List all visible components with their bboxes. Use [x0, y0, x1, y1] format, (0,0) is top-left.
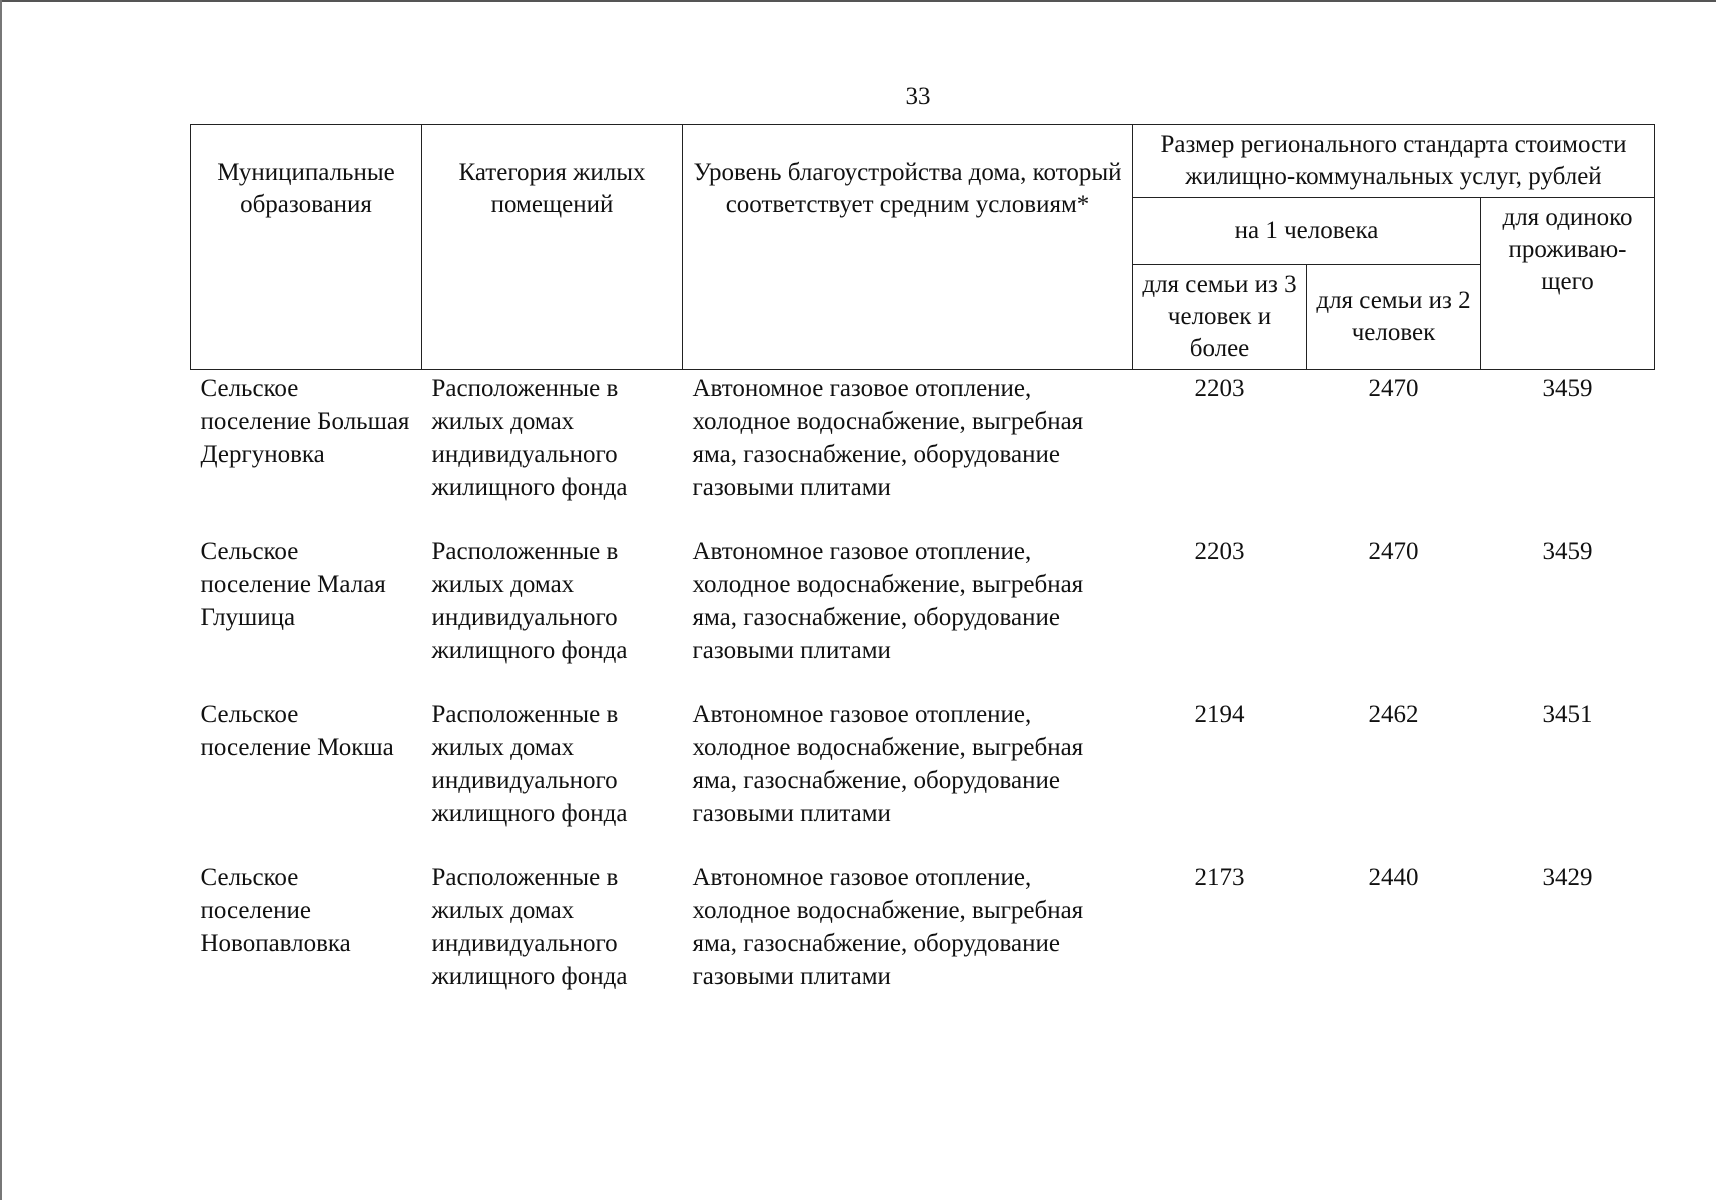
- table-row: [191, 698, 1655, 861]
- cell-category: Расположенные в жилых домах индивидуального жилищного фонда: [431, 538, 628, 664]
- cell-family-3plus: 2173: [1194, 864, 1245, 891]
- cell-amenity: Автономное газовое отопление, холодное водоснабжение, выгребная яма, газоснабжение, оборудование газовыми плитами: [692, 538, 1084, 664]
- header-row-1: [191, 125, 1655, 198]
- cell-family-2: 2440: [1368, 864, 1419, 891]
- header-standard-size: Размер регионального стандарта стоимости жилищно-коммунальных услуг, рублей: [1133, 125, 1655, 198]
- cell-municipality: Сельское поселение Малая Глушица: [200, 538, 386, 631]
- cell-amenity: Автономное газовое отопление, холодное водоснабжение, выгребная яма, газоснабжение, оборудование газовыми плитами: [692, 864, 1084, 990]
- header-category: Категория жилых помещений: [422, 125, 683, 370]
- cell-municipality: Сельское поселение Большая Дергуновка: [200, 375, 410, 468]
- cell-municipality: Сельское поселение Новопавловка: [200, 864, 351, 957]
- header-family-3plus: для семьи из 3 человек и более: [1133, 265, 1307, 370]
- cell-municipality: Сельское поселение Мокша: [200, 701, 394, 761]
- cell-family-2: 2462: [1368, 701, 1419, 728]
- header-single-resident: для одиноко проживаю- щего: [1481, 198, 1655, 370]
- cell-single: 3459: [1542, 375, 1593, 402]
- cell-family-2: 2470: [1368, 538, 1419, 565]
- header-per-person: на 1 человека: [1133, 198, 1481, 265]
- regional-standard-table: [190, 124, 1655, 1024]
- cell-category: Расположенные в жилых домах индивидуального жилищного фонда: [431, 375, 628, 501]
- cell-category: Расположенные в жилых домах индивидуального жилищного фонда: [431, 864, 628, 990]
- cell-family-3plus: 2203: [1194, 375, 1245, 402]
- cell-amenity: Автономное газовое отопление, холодное водоснабжение, выгребная яма, газоснабжение, оборудование газовыми плитами: [692, 701, 1084, 827]
- cell-family-3plus: 2203: [1194, 538, 1245, 565]
- table-row: [191, 861, 1655, 1024]
- scan-edge-top: [0, 0, 1716, 2]
- header-municipality: Муниципальные образования: [191, 125, 422, 370]
- cell-single: 3429: [1542, 864, 1593, 891]
- cell-family-3plus: 2194: [1194, 701, 1245, 728]
- page-number: 33: [905, 83, 931, 110]
- header-amenity-level: Уровень благоустройства дома, который соответствует средним условиям*: [683, 125, 1133, 370]
- table-row: [191, 535, 1655, 698]
- header-family-2: для семьи из 2 человек: [1307, 265, 1481, 370]
- cell-category: Расположенные в жилых домах индивидуального жилищного фонда: [431, 701, 628, 827]
- cell-amenity: Автономное газовое отопление, холодное водоснабжение, выгребная яма, газоснабжение, оборудование газовыми плитами: [692, 375, 1084, 501]
- cell-single: 3459: [1542, 538, 1593, 565]
- table-row: [191, 370, 1655, 536]
- cell-family-2: 2470: [1368, 375, 1419, 402]
- cell-single: 3451: [1542, 701, 1593, 728]
- scan-edge-left: [0, 0, 2, 1200]
